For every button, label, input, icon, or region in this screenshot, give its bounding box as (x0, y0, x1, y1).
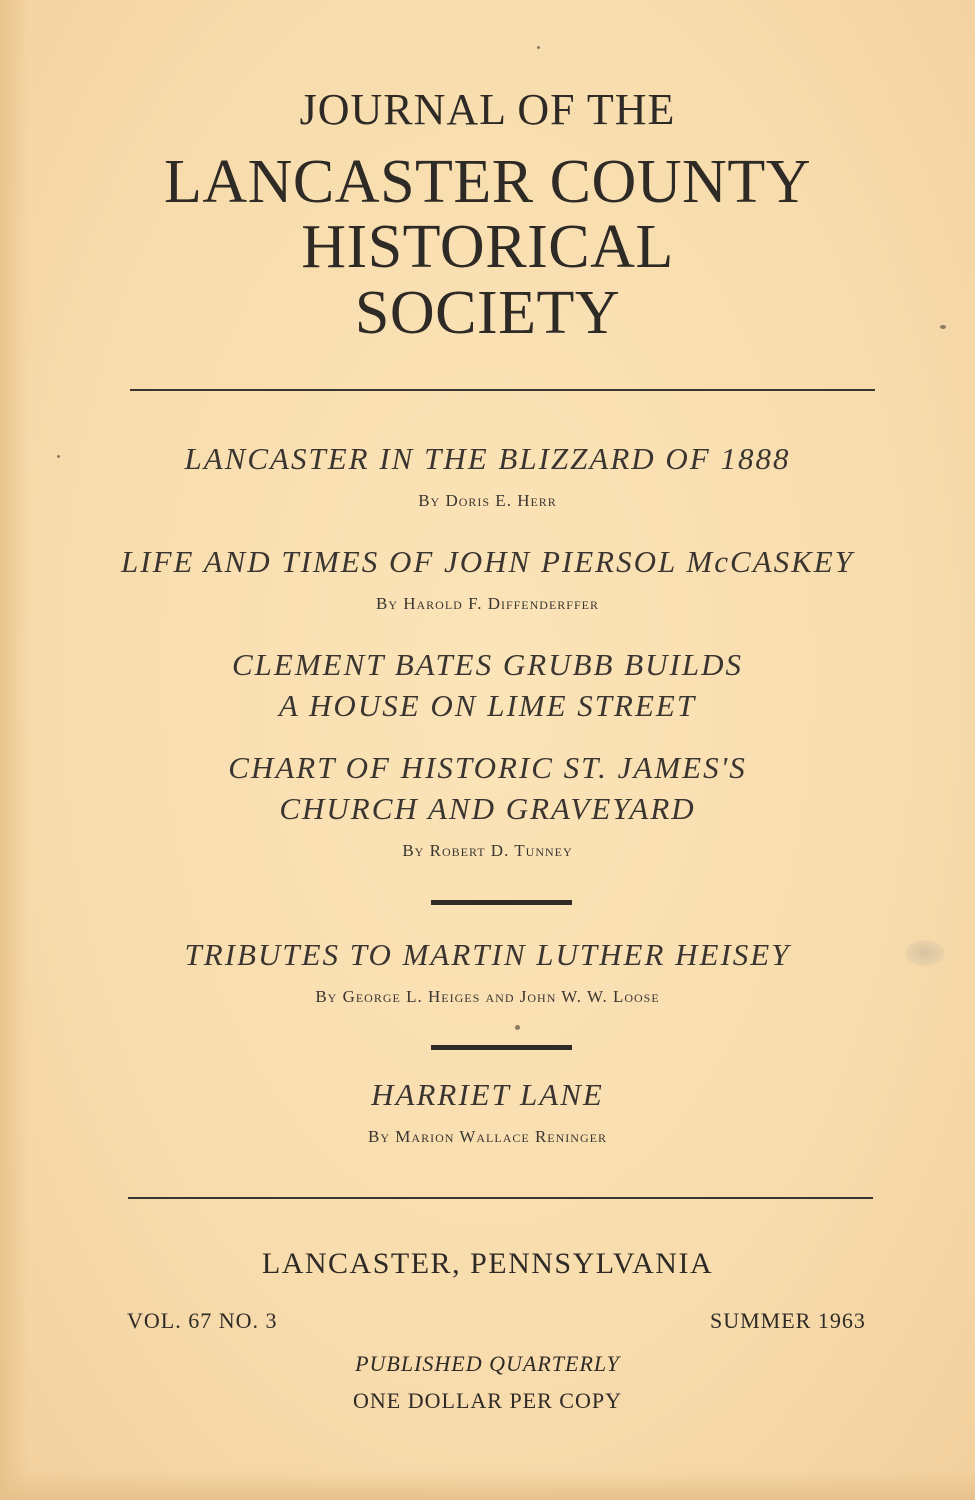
issue-season: SUMMER 1963 (710, 1308, 866, 1333)
article-byline: By Marion Wallace Reninger (368, 1127, 607, 1146)
masthead-line-3: HISTORICAL (301, 213, 674, 281)
publication-place: LANCASTER, PENNSYLVANIA (261, 1247, 714, 1280)
section-divider (431, 1045, 572, 1050)
article-byline: By George L. Heiges and John W. W. Loose (315, 987, 660, 1006)
masthead-line-4: SOCIETY (354, 279, 621, 347)
masthead-line-1: JOURNAL OF THE (299, 85, 676, 134)
article-byline: By Doris E. Herr (418, 491, 557, 510)
cover-price: ONE DOLLAR PER COPY (353, 1388, 622, 1413)
article-title: LANCASTER IN THE BLIZZARD OF 1888 (184, 441, 791, 476)
paper-speck (515, 1025, 520, 1030)
article-title: CHART OF HISTORIC ST. JAMES'S (228, 750, 747, 785)
article-title: HARRIET LANE (371, 1077, 604, 1112)
section-divider (431, 900, 572, 905)
article-title: CHURCH AND GRAVEYARD (279, 791, 696, 826)
bottom-rule (128, 1197, 873, 1199)
volume-number: VOL. 67 NO. 3 (127, 1308, 278, 1333)
paper-speck (537, 46, 540, 49)
bottom-edge-shadow (0, 1470, 975, 1500)
article-title: LIFE AND TIMES OF JOHN PIERSOL McCASKEY (121, 544, 854, 579)
article-title: TRIBUTES TO MARTIN LUTHER HEISEY (184, 937, 791, 972)
article-byline: By Robert D. Tunney (402, 841, 573, 860)
article-title: CLEMENT BATES GRUBB BUILDS (232, 647, 743, 682)
publication-frequency: PUBLISHED QUARTERLY (355, 1351, 620, 1376)
article-title: A HOUSE ON LIME STREET (278, 688, 697, 723)
masthead-line-2: LANCASTER COUNTY (164, 148, 811, 216)
article-byline: By Harold F. Diffenderffer (375, 594, 599, 613)
top-rule (130, 389, 875, 391)
